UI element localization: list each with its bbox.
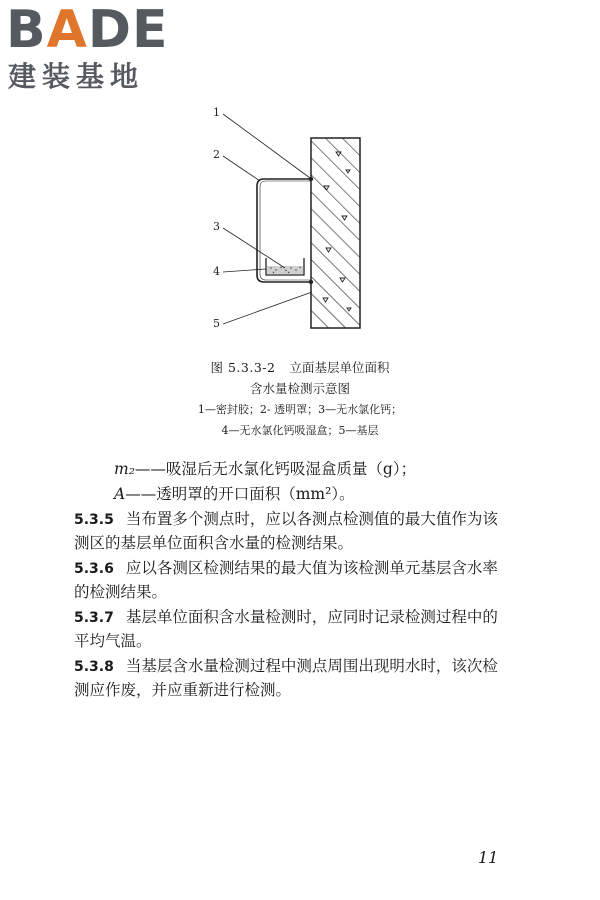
clause-text: 当布置多个测点时，应以各测点检测值的最大值作为该 xyxy=(125,510,498,528)
clause-5-3-6-line2: 的检测结果。 xyxy=(74,583,168,601)
leader-2 xyxy=(223,156,260,181)
clause-5-3-5-line2: 测区的基层单位面积含水量的检测结果。 xyxy=(74,534,354,552)
leader-1 xyxy=(223,114,310,178)
substrate-wall xyxy=(311,138,360,328)
leader-5 xyxy=(223,292,312,324)
symbol-m2: m₂ xyxy=(114,460,135,478)
symbol-a: A xyxy=(114,485,126,503)
figure-label-1: 1 xyxy=(213,106,220,119)
clause-5-3-8-line1 xyxy=(74,654,534,679)
figure-label-5: 5 xyxy=(213,317,220,330)
clause-5-3-7-line2: 平均气温。 xyxy=(74,632,152,650)
figure-title-line2: 含水量检测示意图 xyxy=(249,381,350,396)
clause-text: 基层单位面积含水量检测时，应同时记录检测过程中的 xyxy=(125,608,498,626)
definition-a-text: ——透明罩的开口面积（mm²）。 xyxy=(125,485,355,503)
figure-label-2: 2 xyxy=(213,148,220,161)
leader-3 xyxy=(223,228,285,268)
clause-5-3-8-line2: 测应作废，并应重新进行检测。 xyxy=(74,681,292,699)
sealant-bottom xyxy=(309,280,313,284)
clause-5-3-6-line1 xyxy=(74,556,534,581)
figure-label-3: 3 xyxy=(213,220,220,233)
figure-number: 图 5.3.3-2 xyxy=(210,360,276,375)
clause-5-3-5-line1 xyxy=(74,507,534,532)
page-number: 11 xyxy=(478,848,499,867)
figure-legend-line1: 1—密封胶；2- 透明罩；3—无水氯化钙； xyxy=(197,403,403,416)
clause-text: 应以各测区检测结果的最大值为该检测单元基层含水率 xyxy=(125,559,498,577)
clause-text: 当基层含水量检测过程中测点周围出现明水时，该次检 xyxy=(125,657,498,675)
figure-label-4: 4 xyxy=(213,265,220,278)
clause-number: 5.3.7 xyxy=(74,610,114,626)
definition-m2-text: ——吸湿后无水氯化钙吸湿盒质量（g）； xyxy=(134,460,417,478)
clause-number: 5.3.8 xyxy=(74,659,114,675)
brand-logo xyxy=(6,0,176,96)
logo-subtitle: 建装基地 xyxy=(8,60,145,93)
figure-legend-line2: 4—无水氯化钙吸湿盒；5—基层 xyxy=(221,424,379,437)
figure-caption-title xyxy=(0,358,600,378)
calcium-chloride xyxy=(267,266,303,274)
clause-number: 5.3.6 xyxy=(74,561,114,577)
definition-m2 xyxy=(114,457,574,481)
definition-a xyxy=(114,482,574,506)
measurement-diagram xyxy=(200,98,380,336)
logo-wordmark: BADE xyxy=(6,0,169,60)
figure-title-line1: 立面基层单位面积 xyxy=(289,360,390,375)
leader-4 xyxy=(223,269,266,272)
clause-number: 5.3.5 xyxy=(74,512,114,528)
clause-5-3-7-line1 xyxy=(74,605,534,630)
